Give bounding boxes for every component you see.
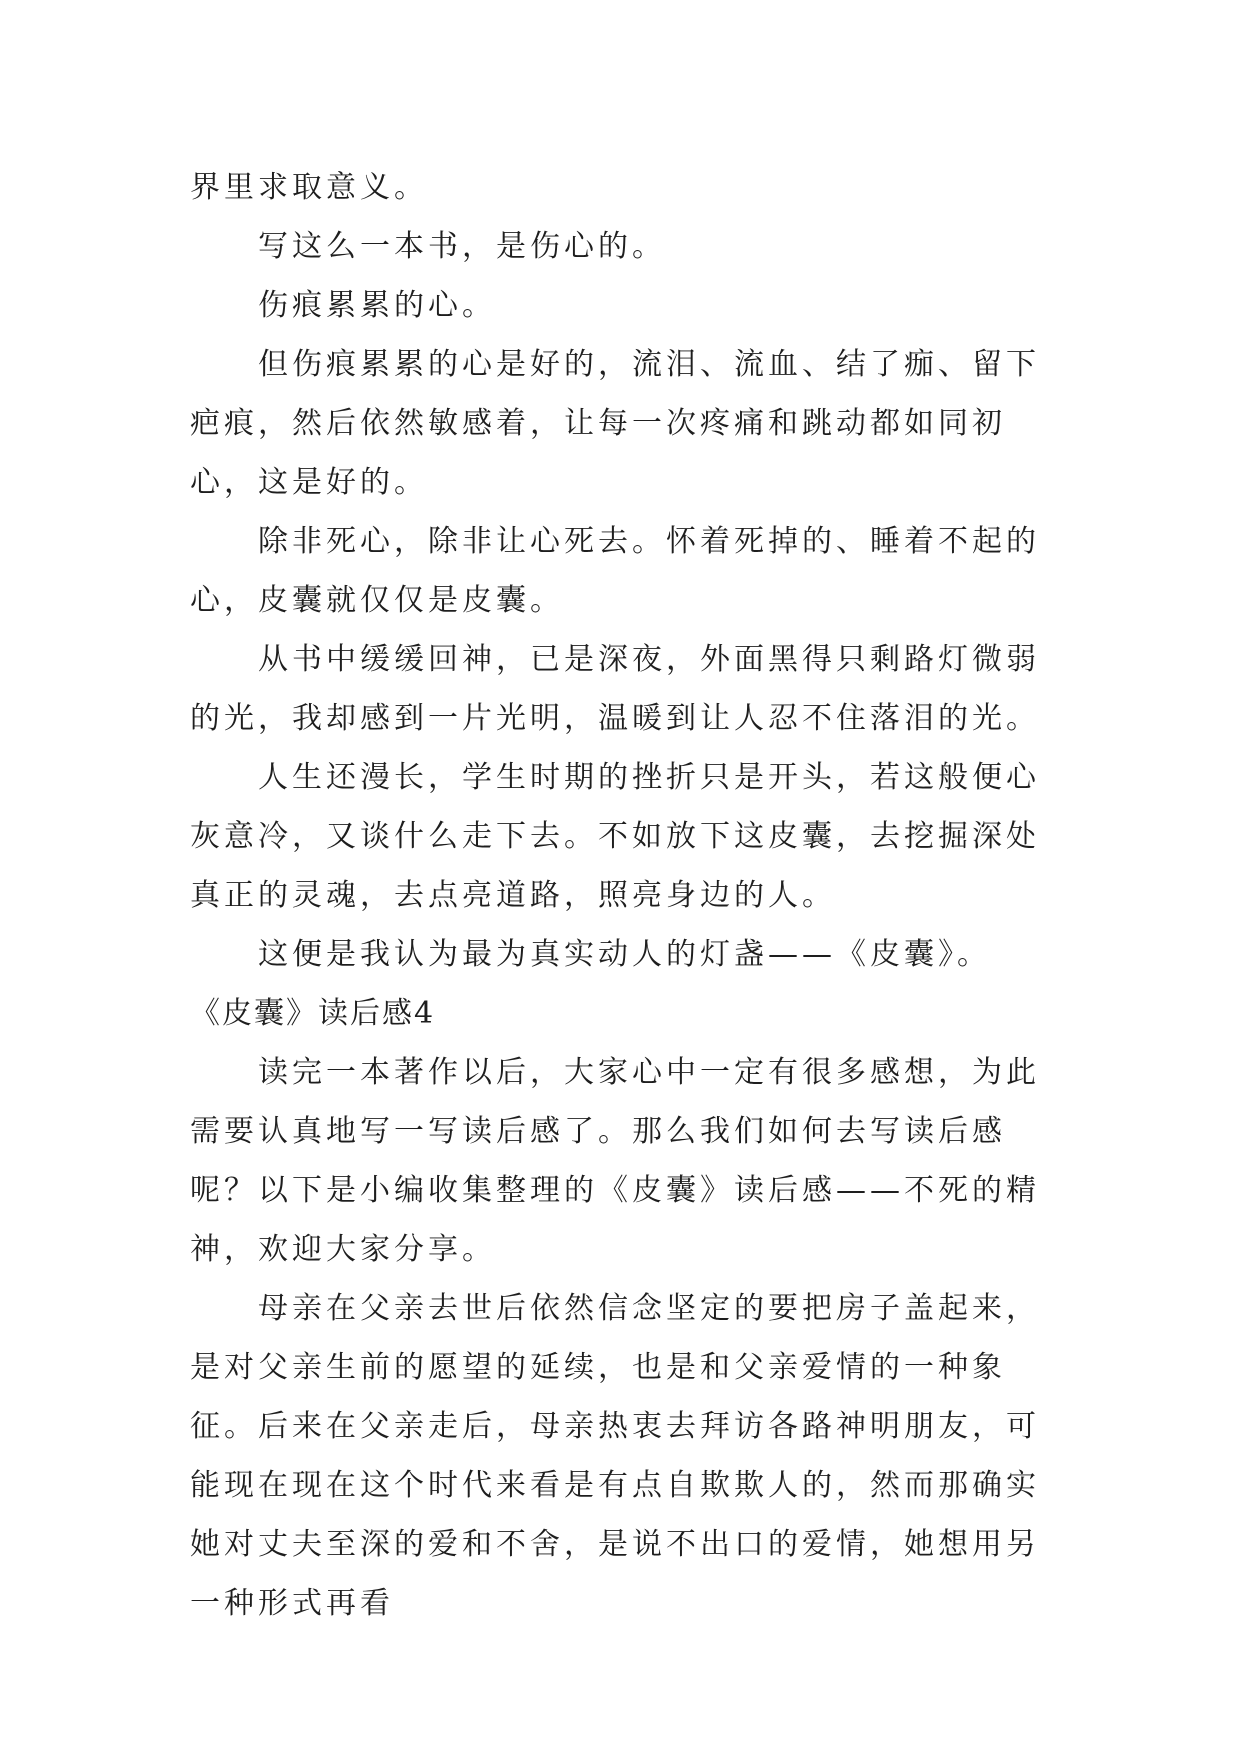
paragraph: 伤痕累累的心。 [258, 288, 496, 323]
paragraph: 人生还漫长，学生时期的挫折只是开头，若这般便心灰意冷，又谈什么走下去。不如放下这皮囊，去挖掘深处真正的灵魂，去点亮道路，照亮身边的人。 [190, 760, 1040, 913]
paragraph: 母亲在父亲去世后依然信念坚定的要把房子盖起来，是对父亲生前的愿望的延续，也是和父亲爱情的一种象征。后来在父亲走后，母亲热衷去拜访各路神明朋友，可能现在现在这个时代来看是有点自欺欺人的，然而那确实她对丈夫至深的爱和不舍，是说不出口的爱情，她想用另一种形式再看 [190, 1291, 1040, 1621]
paragraph: 从书中缓缓回神，已是深夜，外面黑得只剩路灯微弱的光，我却感到一片光明，温暖到让人忍不住落泪的光。 [190, 642, 1040, 736]
paragraph: 这便是我认为最为真实动人的灯盏——《皮囊》。 [258, 937, 991, 972]
section-heading: 《皮囊》读后感4 [190, 996, 436, 1031]
paragraph: 界里求取意义。 [190, 170, 428, 205]
paragraph: 读完一本著作以后，大家心中一定有很多感想，为此需要认真地写一写读后感了。那么我们如何去写读后感呢？以下是小编收集整理的《皮囊》读后感——不死的精神，欢迎大家分享。 [190, 1055, 1040, 1267]
paragraph: 除非死心，除非让心死去。怀着死掉的、睡着不起的心，皮囊就仅仅是皮囊。 [190, 524, 1040, 618]
paragraph: 写这么一本书，是伤心的。 [258, 229, 666, 264]
document-body [190, 158, 1060, 1633]
paragraph: 但伤痕累累的心是好的，流泪、流血、结了痂、留下疤痕，然后依然敏感着，让每一次疼痛和跳动都如同初心，这是好的。 [190, 347, 1040, 500]
